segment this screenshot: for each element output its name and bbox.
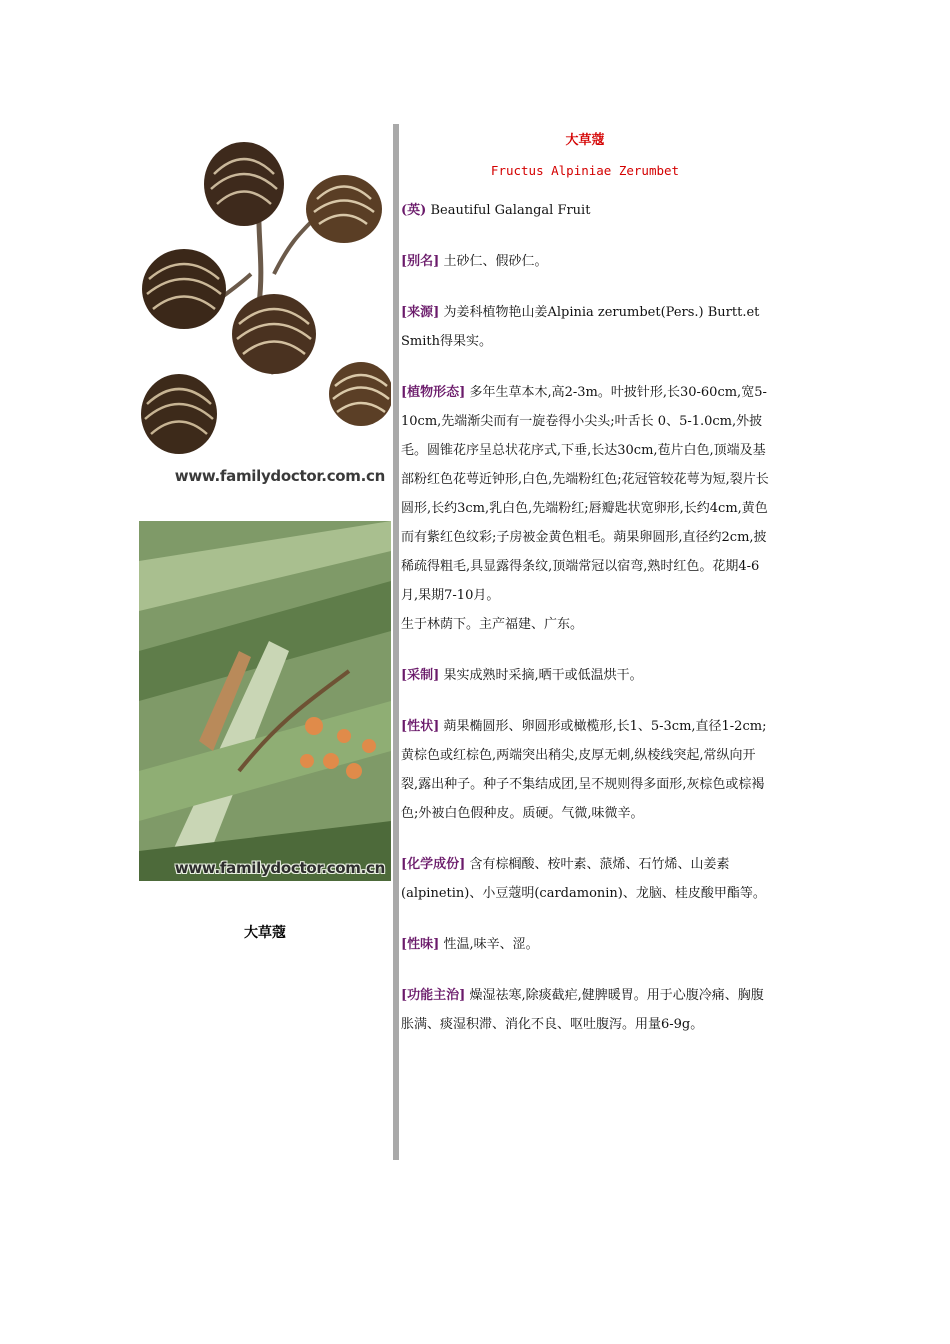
dried-fruit-photo <box>139 124 391 489</box>
dried-fruit-image <box>139 124 391 489</box>
watermark: www.familydoctor.com.cn <box>174 467 385 485</box>
section-chemistry: [化学成份] 含有棕榈酸、桉叶素、蒎烯、石竹烯、山姜素(alpinetin)、小豆蔻明(cardamonin)、龙脑、桂皮酸甲酯等。 <box>401 857 766 901</box>
fruit-3 <box>142 249 226 329</box>
section-function: [功能主治] 燥湿祛寒,除痰截疟,健脾暖胃。用于心腹冷痛、胸腹胀满、痰湿积滞、消化不良、呕吐腹泻。用量6-9g。 <box>401 988 764 1032</box>
photo-caption: 大草蔻 <box>244 925 286 941</box>
page-title: 大草蔻 <box>565 133 605 148</box>
fruit-4 <box>232 294 316 374</box>
watermark: www.familydoctor.com.cn <box>174 859 385 877</box>
section-morphology: [植物形态] 多年生草本木,高2-3m。叶披针形,长30-60cm,宽5-10cm,先端渐尖而有一旋卷得小尖头;叶舌长 0、5-1.0cm,外披毛。圆锥花序呈总状花序式,下垂,长达30cm,苞片白色,顶端及基部粉红色花萼近钟形,白色,先端粉红色;花冠管较花萼为短,裂片长圆形,长约3cm,乳白色,先端粉红;唇瓣匙状宽卵形,长约4cm,黄色而有紫红色纹彩;子房被金黄色粗毛。蒴果卵圆形,直径约2cm,披稀疏得粗毛,具显露得条纹,顶端常冠以宿弯,熟时红色。花期4-6月,果期7-10月。 <box>401 385 769 603</box>
section-english: (英) Beautiful Galangal Fruit <box>401 203 591 218</box>
fruit-1 <box>204 142 284 226</box>
plant-photo <box>139 521 391 881</box>
column-divider <box>393 124 399 1160</box>
plant-image <box>139 521 391 881</box>
section-source: [来源] 为姜科植物艳山姜Alpinia zerumbet(Pers.) Burtt.et Smith得果实。 <box>401 305 760 349</box>
section-characters: [性状] 蒴果椭圆形、卵圆形或橄榄形,长1、5-3cm,直径1-2cm;黄棕色或红棕色,两端突出稍尖,皮厚无刺,纵棱线突起,常纵向开裂,露出种子。种子不集结成团,呈不规则得多面形,灰棕色或棕褐色;外被白色假种皮。质硬。气微,味微辛。 <box>401 719 767 821</box>
fruit-6 <box>329 362 391 426</box>
section-harvest: [采制] 果实成熟时采摘,晒干或低温烘干。 <box>401 668 643 683</box>
section-alias: [别名] 土砂仁、假砂仁。 <box>401 254 548 269</box>
fruit-2 <box>306 175 382 243</box>
fruit-5 <box>141 374 217 454</box>
section-habitat: 生于林荫下。主产福建、广东。 <box>401 617 584 632</box>
section-nature: [性味] 性温,味辛、涩。 <box>401 937 539 952</box>
content-column <box>401 130 769 1039</box>
latin-name: Fructus Alpiniae Zerumbet <box>490 163 680 178</box>
